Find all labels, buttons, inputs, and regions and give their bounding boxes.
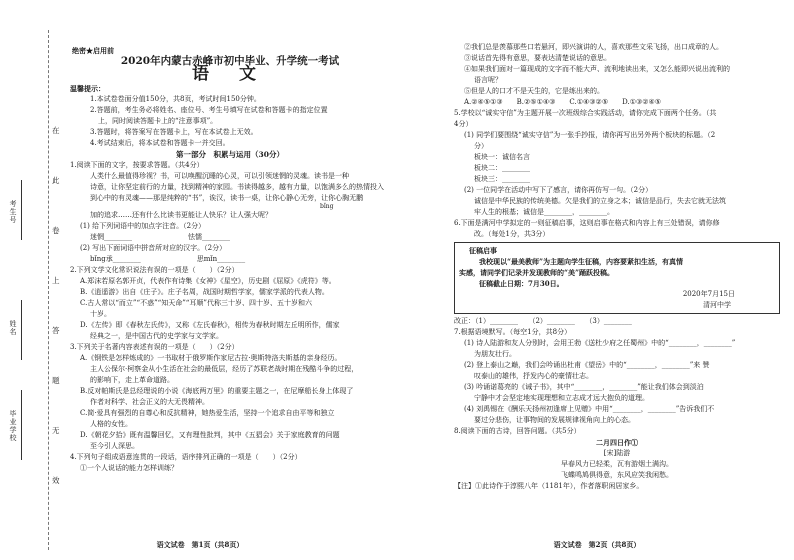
notice-date: 2020年7月15日: [682, 290, 735, 298]
text-line: (1) 诗人陆游和友人分别时，会用王勃《送杜少府之任蜀州》中的“________，________”: [464, 339, 736, 347]
text-line: ③说话首先得有意思，要表达清楚说话的意思。: [464, 54, 611, 62]
note-item: 上，同时阅读答题卡上的“注意事项”。: [98, 117, 218, 125]
text-line: 7.根据语境默写。（每空1分，共8分）: [454, 328, 572, 336]
text-line: 分）: [474, 142, 488, 150]
text-line: 3.下列关于名著内容表述有误的一项是（ ）（2分）: [70, 343, 239, 351]
notice-org: 清河中学: [703, 301, 731, 309]
question-text: [454, 42, 780, 240]
text-line: A.②④⑤①③ B.②⑤①④③ C.①④③②⑤ D.①③②④⑤: [464, 98, 662, 106]
text-line: bǐng: [320, 203, 334, 210]
text-line: 要过分悲伤，让事物间的发展规律视角向上的心态。: [474, 416, 635, 424]
text-line: ④如果我们面对一篇现成的文字而不能大声、流利地读出来，又怎么能即兴说出流利的: [464, 65, 730, 73]
secret-mark: 绝密★启用前: [72, 46, 114, 55]
text-line: (2) 登上泰山之巅，我们会吟诵出杜甫《望岳》中的“________，________”来 赞: [464, 361, 710, 369]
text-line: 十岁。: [90, 310, 111, 318]
text-line: (3) 吟诵诺葛亮的《诫子书》，其中“________，________”能让我们体会到淡泊: [464, 383, 704, 391]
text-line: bǐng承________ 思mǐn________: [90, 255, 246, 263]
text-line: (2) 一位同学在活动中写下了感言，请你再仿写一句。（2分）: [464, 186, 653, 194]
poem-line: 早春风力已轻柔，瓦有游烟土满沟。: [561, 460, 673, 468]
note-item: 4.考试结束后，将本试卷和答题卡一并交回。: [90, 139, 230, 147]
school-blank[interactable]: [21, 390, 22, 460]
text-line: 诚信是中华民族的传统美德。欠是我们的立身之本；诚信是品行，失去它就无法筑: [474, 197, 726, 205]
text-line: 的影响下，走上革命道路。: [90, 376, 174, 384]
note-item: 1.本试卷卷面分值150分，共8页，考试时间150分钟。: [90, 95, 261, 103]
text-line: B.《逍遥游》出自《庄子》。庄子名周，战国时期哲学家，儒家学派的代表人物。: [80, 288, 329, 296]
text-line: D.《左传》即《春秋左氏传》，又称《左氏春秋》，相传为春秋时期左丘明所作，儒家: [80, 321, 340, 329]
text-line: 到心中的有灵魂——那是纯粹的“书”，诶汉，读书一桌，让你心静心无旁，让你心胸无鹏: [90, 194, 364, 202]
margin-char: 无: [52, 426, 60, 435]
note-item: 3.答题时，将答案写在答题卡上，写在本试卷上无效。: [90, 128, 258, 136]
text-line: ①一个人说话的能力怎样训练？: [80, 464, 178, 472]
text-line: 为朋友壮行。: [474, 350, 516, 358]
text-line: B.反对帕斯氏是总经理说的小说《海底两万里》的重要主题之一，在尼摩船长身上体现了: [80, 387, 354, 395]
margin-char: 上: [52, 276, 60, 285]
binding-margin: [0, 30, 64, 550]
margin-char: 题: [52, 376, 60, 385]
subject-title: 语 文: [192, 64, 268, 84]
margin-char: 卷: [52, 226, 60, 235]
poem-line: 飞蝶鸣鸠俱得意，东风应笑我闲愁。: [561, 471, 673, 479]
notice-body: 实感，请同学们记录并发现教师的“美”踊跃投稿。: [459, 268, 615, 277]
text-line: 板块一：诚信名言: [474, 153, 530, 161]
text-line: 主人公保尔·柯察金从小生活在社会的最低层，经历了苏联老战时期在残酷斗争的过程，: [90, 365, 359, 373]
text-line: 2.下列文学文化常识说法有误的一项是（ ）（2分）: [70, 266, 239, 274]
text-line: 改。（每处1分，共3分）: [474, 230, 550, 238]
text-line: 诗意，让你坚定前行的力量，找到精神的家园。书读得越多，越有力量，以饱满多么的热情投入: [90, 183, 384, 191]
margin-char: 效: [52, 476, 60, 485]
notice-body: 我校现以“最美教师”为主题向学生征稿，内容要紧扣生活，有真情: [479, 257, 684, 266]
text-line: C.古人常以“而立”“不惑”“知天命”“耳顺”代称三十岁、四十岁、五十岁和六: [80, 299, 312, 307]
text-line: 4分）: [454, 120, 473, 128]
name-label: 姓名: [9, 320, 17, 336]
notice-body: 征稿截止日期：7月30日。: [479, 279, 564, 288]
text-line: ⑤但是人的口才不是天生的，它是练出来的。: [464, 87, 604, 95]
school-label: 毕业学校: [9, 410, 17, 442]
text-line: D.《朝花夕拾》既有温馨回忆，又有理性批判，其中《五猖会》关于家庭教育的问题: [80, 431, 340, 439]
text-line: (1) 同学们要围绕“诚实守信”为一张手抄报，请你再写出另外两个板块的标题。（2: [464, 131, 716, 139]
text-line: 8.阅读下面的古诗，回答问题。（共5分）: [454, 427, 581, 435]
exam-title: 2020年内蒙古赤峰市初中毕业、升学统一考试: [120, 55, 340, 67]
text-line: 6.下面是满河中学拟定的一则征稿启事，这则启事在格式和内容上有三处错误，请你修: [454, 219, 720, 227]
margin-char: 此: [52, 176, 60, 185]
name-blank[interactable]: [21, 300, 22, 360]
text-line: A.《钢铁是怎样炼成的》一书取材于俄罗斯作家尼古拉·奥斯特洛夫斯基的亲身经历。: [80, 354, 342, 362]
text-line: 作者对科学、社会正义的大无畏精神。: [90, 398, 209, 406]
text-line: 改正：（1）________ （2）________ （3）________: [454, 317, 632, 325]
fold-line: [48, 30, 49, 550]
margin-char: 在: [52, 126, 60, 135]
question-text: [70, 160, 390, 474]
text-line: 宁静中才会坚定地实现理想和立志成才远大抱负的道理。: [474, 394, 649, 402]
margin-char: 答: [52, 326, 60, 335]
text-line: 板块二：________: [474, 164, 530, 172]
text-line: C.简·爱具有强烈的自尊心和反抗精神，她热爱生活，坚持一个追求自由平等和独立: [80, 409, 335, 417]
exam-no-blank[interactable]: [21, 180, 22, 240]
text-line: ②我们总是羡慕那些口若悬河，即兴演讲的人，喜欢那些文采飞扬，出口成章的人。: [464, 43, 723, 51]
text-line: 叹泰山的雄伟，抒发内心的豪情壮志。: [474, 372, 593, 380]
notice-title: 征稿启事: [469, 246, 497, 255]
text-line: (2) 写出下面词语中拼音所对应的汉字。（2分）: [80, 244, 227, 252]
text-line: 4.下列句子组成语意连贯的一段话，语序排列正确的一项是（ ）（2分）: [70, 453, 302, 461]
text-line: (1) 给下列词语中的加点字注音。（2分）: [80, 222, 206, 230]
text-line: A.郑沫若原名郭开贞，代表作有诗集《女神》《星空》，历史剧《屈原》《虎符》等。: [80, 277, 336, 285]
exam-no-label: 考生号: [9, 200, 17, 224]
notice-box: [454, 242, 780, 314]
poem-title: 二月四日作①: [596, 438, 638, 447]
poem-author: [宋]陆游: [603, 449, 631, 457]
text-line: 加的追求……还有什么比读书更能让人快乐？让人强大呢？: [90, 211, 272, 219]
text-line: 5.学校以“诚实守信”为主题开展一次班级综合实践活动，请你完成下面两个任务。（共: [454, 109, 717, 117]
page-footer: 语文试卷 第1页（共8页）: [156, 540, 244, 549]
text-line: (4) 刘禹锡在《酬乐天扬州初逢席上见赠》中用“________，________”告诉我们不: [464, 405, 715, 413]
text-line: 人格的女性。: [90, 420, 132, 428]
text-line: 1.阅读下面的文字，按要求答题。（共4分）: [70, 161, 204, 169]
text-line: 迷惘________ 怯懦________: [90, 233, 230, 241]
exam-page-2: [400, 0, 794, 560]
text-line: 语言呢？: [474, 76, 502, 84]
part-heading: 第一部分 积累与运用（30分）: [176, 150, 284, 159]
page-footer: 语文试卷 第2页（共8页）: [553, 540, 641, 549]
question-text: [454, 316, 780, 437]
notes-heading: 温馨提示：: [70, 84, 105, 93]
text-line: 至今引人深思。: [90, 442, 139, 450]
note-item: 2.答题前，考生务必将姓名、座位号、考生号填写在试卷和答题卡的指定位置: [90, 106, 328, 114]
text-line: 经典之一，是中国古代的史学家与文学家。: [90, 332, 223, 340]
poem-note: 【注】①此诗作于淳熙八年（1181年），作者落职闲居家乡。: [454, 482, 644, 490]
text-line: 人类什么最值得珍视？书，可以唤醒沉睡的心灵，可以引领迷惘的灵魂。读书是一种: [90, 172, 349, 180]
text-line: 牢人生的根基；诚信是________，________。: [474, 208, 614, 216]
text-line: 板块三：________: [474, 175, 530, 183]
